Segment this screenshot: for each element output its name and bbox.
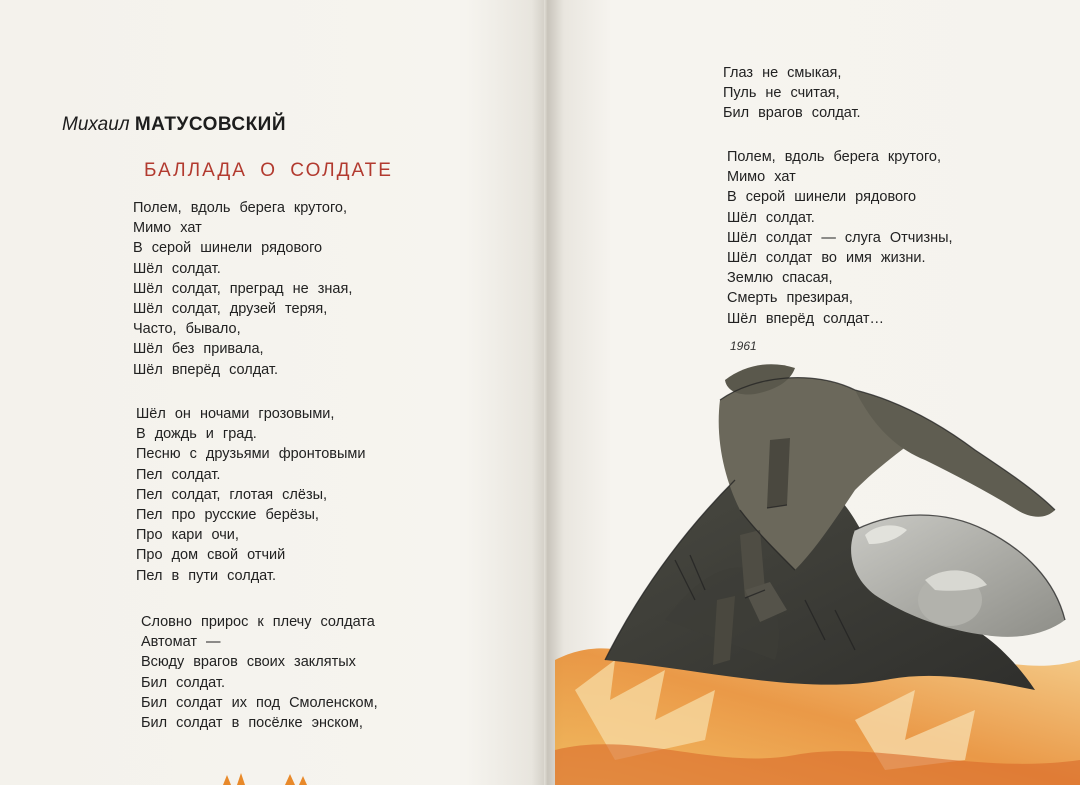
stanza-1 xyxy=(133,198,352,380)
verse-line: Пел про русские берёзы, xyxy=(136,507,319,524)
verse-line: Бил солдат в посёлке энском, xyxy=(141,715,363,732)
verse-line: Бил солдат их под Смоленском, xyxy=(141,694,378,711)
author-first-name: Михаил xyxy=(62,114,130,135)
flame-ornament xyxy=(215,772,315,785)
verse-line: Шёл солдат. xyxy=(133,260,221,277)
verse-line: В серой шинели рядового xyxy=(133,240,323,257)
verse-line: Шёл он ночами грозовыми, xyxy=(136,406,335,422)
verse-line: Полем, вдоль берега крутого, xyxy=(133,200,348,216)
stanza-5 xyxy=(727,147,953,329)
poem-year: 1961 xyxy=(730,339,757,353)
stanza-4 xyxy=(723,63,861,124)
verse-line: Про дом свой отчий xyxy=(136,547,286,564)
verse-line: В серой шинели рядового xyxy=(727,189,917,206)
verse-line: Пел в пути солдат. xyxy=(136,567,276,584)
verse-line: Пуль не считая, xyxy=(723,85,840,102)
verse-line: Часто, бывало, xyxy=(133,321,241,338)
verse-line: Шёл вперёд солдат… xyxy=(727,310,885,327)
verse-line: Шёл солдат, преград не зная, xyxy=(133,280,353,297)
soldier-illustration xyxy=(555,360,1080,785)
verse-line: В дождь и град. xyxy=(136,426,257,443)
stanza-2 xyxy=(136,404,366,586)
verse-line: Шёл солдат во имя жизни. xyxy=(727,250,926,267)
verse-line: Бил солдат. xyxy=(141,674,225,691)
verse-line: Шёл вперёд солдат. xyxy=(133,361,278,378)
verse-line: Бил врагов солдат. xyxy=(723,105,861,122)
verse-line: Про кари очи, xyxy=(136,527,239,544)
verse-line: Шёл без привала, xyxy=(133,341,264,358)
verse-line: Всюду врагов своих заклятых xyxy=(141,654,356,671)
verse-line: Глаз не смыкая, xyxy=(723,65,842,81)
verse-line: Смерть презирая, xyxy=(727,290,853,307)
author-last-name: МАТУСОВСКИЙ xyxy=(134,114,286,135)
verse-line: Шёл солдат. xyxy=(727,209,815,226)
verse-line: Пел солдат, глотая слёзы, xyxy=(136,486,328,503)
verse-line: Полем, вдоль берега крутого, xyxy=(727,149,942,165)
verse-line: Мимо хат xyxy=(727,169,796,186)
stanza-3 xyxy=(141,612,378,733)
verse-line: Пел солдат. xyxy=(136,466,221,483)
verse-line: Песню с друзьями фронтовыми xyxy=(136,446,366,463)
verse-line: Землю спасая, xyxy=(727,270,833,287)
verse-line: Автомат — xyxy=(141,634,221,651)
verse-line: Шёл солдат, друзей теряя, xyxy=(133,301,328,318)
poem-title: БАЛЛАДА О СОЛДАТЕ xyxy=(144,160,393,181)
verse-line: Шёл солдат — слуга Отчизны, xyxy=(727,229,953,246)
author-name xyxy=(62,114,286,136)
verse-line: Мимо хат xyxy=(133,220,202,237)
verse-line: Словно прирос к плечу солдата xyxy=(141,614,375,630)
